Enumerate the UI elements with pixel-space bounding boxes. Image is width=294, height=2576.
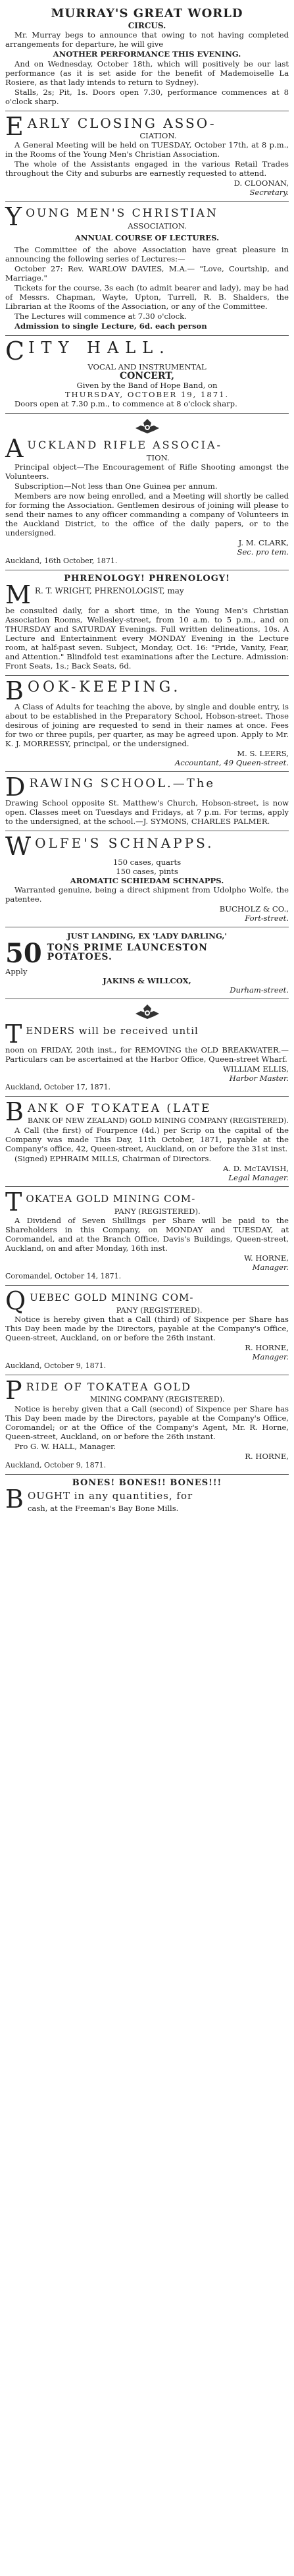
ad-para: The whole of the Assistants engaged in the various Retail Trades throughout the City and suburbs are earnestly requested to attend. bbox=[5, 159, 289, 178]
ad-potatoes bbox=[5, 927, 289, 999]
ad-tokatea-gold bbox=[5, 1187, 289, 1286]
ad-title: UEBEC GOLD MINING COM- bbox=[30, 1292, 194, 1303]
ad-early-closing bbox=[5, 111, 289, 202]
ad-para: Doors open at 7.30 p.m., to commence at 8 o'clock sharp. bbox=[14, 399, 237, 408]
ad-phrenology bbox=[5, 570, 289, 676]
potatoes-number: 50 bbox=[5, 938, 42, 969]
dateline: Coromandel, October 14, 1871. bbox=[5, 1272, 122, 1280]
signature: JAKINS & WILLCOX, bbox=[103, 976, 191, 985]
signature-role: Durham-street. bbox=[230, 985, 289, 995]
signature-role: Accountant, 49 Queen-street. bbox=[174, 758, 289, 767]
signature-role: Secretary. bbox=[249, 188, 289, 197]
ad-bank-of-tokatea bbox=[5, 1097, 289, 1187]
dateline: Auckland, October 9, 1871. bbox=[5, 1361, 107, 1370]
ad-title: OKATEA GOLD MINING COM- bbox=[26, 1193, 196, 1205]
ad-title: ARLY CLOSING ASSO- bbox=[27, 115, 216, 131]
ad-para: The Committee of the above Association have great pleasure in announcing the following series of Lectures:— bbox=[5, 245, 289, 263]
ad-title: ENDERS will be received until bbox=[26, 1025, 199, 1037]
ad-para: Notice is hereby given that a Call (third) of Sixpence per Share has This Day been made by the Directors, payable at the Company's Office, Queen-street, Auckland, on or before the 26th instant. bbox=[5, 1315, 289, 1342]
dropcap: A bbox=[5, 434, 24, 463]
dropcap: D bbox=[5, 773, 26, 802]
wolfe-line: AROMATIC SCHIEDAM SCHNAPPS. bbox=[70, 876, 224, 885]
signature-role: Legal Manager. bbox=[228, 1173, 289, 1182]
ad-title: RAWING SCHOOL.—The bbox=[29, 777, 215, 790]
crest-icon bbox=[132, 418, 162, 435]
ad-para: A Call (the first) of Fourpence (4d.) per Scrip on the capital of the Company was made This Day, 11th October, 1871, payable at the Company's office, 42, Queen-street, Auckland, on or before the 31st inst. bbox=[5, 1126, 289, 1153]
bones-head: BONES! BONES!! BONES!!! bbox=[72, 1478, 222, 1488]
ad-para: Warranted genuine, being a direct shipment from Udolpho Wolfe, the patentee. bbox=[5, 885, 289, 904]
ad-para: Principal object—The Encouragement of Rifle Shooting amongst the Volunteers. bbox=[5, 462, 289, 481]
ad-para: (Signed) EPHRAIM MILLS, Chairman of Directors. bbox=[14, 1154, 212, 1163]
dropcap: W bbox=[5, 832, 32, 861]
ad-title-cont: MINING COMPANY (REGISTERED). bbox=[90, 1395, 225, 1404]
ad-title: RIDE OF TOKATEA GOLD bbox=[26, 1381, 191, 1393]
ad-title: ITY HALL. bbox=[28, 339, 171, 357]
ad-title-cont: TION. bbox=[146, 453, 170, 462]
ad-para: A General Meeting will be held on TUESDAY, October 17th, at 8 p.m., in the Rooms of the Young Men's Christian Association. bbox=[5, 140, 289, 159]
ad-rifle-association bbox=[5, 414, 289, 570]
dropcap: B bbox=[5, 1485, 24, 1514]
circus-title: MURRAY'S GREAT WORLD bbox=[51, 7, 243, 20]
ad-para: Members are now being enrolled, and a Meeting will shortly be called for forming the Association. Gentlemen desirous of joining will please to send their names to any officer commanding a company of Volunteers in the Auckland District, to the office of the daily papers, or to the undersigned. bbox=[5, 491, 289, 537]
wolfe-line: 150 cases, pints bbox=[116, 867, 178, 876]
potatoes-apply: Apply bbox=[5, 967, 28, 976]
ad-bones bbox=[5, 1475, 289, 1517]
city-hall-line: THURSDAY, OCTOBER 19, 1871. bbox=[64, 390, 230, 399]
circus-subtitle: CIRCUS. bbox=[128, 21, 166, 30]
ad-title: ANK OF TOKATEA (LATE bbox=[27, 1102, 212, 1115]
ad-bookkeeping bbox=[5, 676, 289, 772]
ad-para: noon on FRIDAY, 20th inst., for REMOVING the OLD BREAKWATER.—Particulars can be ascertained at the Harbor Office, Queen-street Wharf. bbox=[5, 1045, 289, 1064]
dropcap: P bbox=[5, 1376, 22, 1405]
ad-para: The Lectures will commence at 7.30 o'clock. bbox=[14, 312, 187, 321]
ad-title-cont: PANY (REGISTERED). bbox=[114, 1207, 201, 1216]
ad-para: Pro G. W. HALL, Manager. bbox=[14, 1442, 116, 1451]
dropcap: C bbox=[5, 337, 25, 366]
ad-drawing-school bbox=[5, 772, 289, 831]
phrenology-head: PHRENOLOGY! PHRENOLOGY! bbox=[64, 574, 230, 584]
signature-role: Sec. pro tem. bbox=[237, 547, 289, 557]
ad-para: be consulted daily, for a short time, in the Young Men's Christian Association Rooms, Wellesley-street, from 10 a.m. to 5 p.m., and on THURSDAY and SATURDAY Evenings. Full written delineations, 10s. A Lecture and Entertainment every MONDAY Evening in the Lecture room, at half-past seven. Subject, Monday, Oct. 16: "Pride, Vanity, Fear, and Attention." Blindfold test examinations after the Lecture. Admission: Front Seats, 1s.; Back Seats, 6d. bbox=[5, 606, 289, 671]
ad-para: Subscription—Not less than One Guinea per annum. bbox=[14, 481, 218, 491]
signature: R. HORNE, bbox=[245, 1343, 289, 1352]
ad-title: OLFE'S SCHNAPPS. bbox=[35, 835, 214, 851]
ad-city-hall bbox=[5, 336, 289, 414]
crest-icon bbox=[132, 1003, 162, 1020]
potatoes-head: JUST LANDING, EX 'LADY DARLING,' bbox=[67, 931, 227, 941]
signature: A. D. McTAVISH, bbox=[223, 1164, 289, 1173]
ad-circus bbox=[5, 3, 289, 111]
signature: D. CLOONAN, bbox=[233, 178, 289, 188]
signature-role: Manager. bbox=[252, 1263, 289, 1272]
ad-title: OOK-KEEPING. bbox=[27, 679, 182, 696]
ad-para: Tickets for the course, 3s each (to admit bearer and lady), may be had of Messrs. Chapman, Wayte, Upton, Turrell, R. B. Shalders, the Librarian at the Rooms of the Association, or any of the Committee. bbox=[5, 283, 289, 311]
signature-role: Harbor Master. bbox=[229, 1074, 289, 1083]
dateline: Auckland, October 17, 1871. bbox=[5, 1083, 111, 1091]
ad-pride-of-tokatea bbox=[5, 1375, 289, 1475]
circus-para: Mr. Murray begs to announce that owing to not having completed arrangements for departure, he will give bbox=[5, 30, 289, 49]
ad-title-cont: BANK OF NEW ZEALAND) GOLD MINING COMPANY (REGISTERED). bbox=[27, 1116, 289, 1125]
ad-title: UCKLAND RIFLE ASSOCIA- bbox=[27, 439, 222, 451]
ad-para: October 27: Rev. WARLOW DAVIES, M.A.— "Love, Courtship, and Marriage." bbox=[5, 264, 289, 283]
dropcap: E bbox=[5, 112, 24, 141]
city-hall-line: Given by the Band of Hope Band, on bbox=[76, 381, 218, 390]
city-hall-line: CONCERT, bbox=[119, 371, 175, 381]
ymca-course: ANNUAL COURSE OF LECTURES. bbox=[74, 233, 220, 242]
ad-title-cont: CIATION. bbox=[139, 131, 177, 140]
dateline: Auckland, 16th October, 1871. bbox=[5, 557, 118, 565]
potatoes-line: POTATOES. bbox=[47, 952, 112, 962]
ad-ymca bbox=[5, 202, 289, 336]
ad-wolfe-schnapps bbox=[5, 831, 289, 927]
signature-role: Manager. bbox=[252, 1352, 289, 1361]
signature: WILLIAM ELLIS, bbox=[222, 1064, 289, 1074]
city-hall-line: VOCAL AND INSTRUMENTAL bbox=[87, 362, 207, 371]
ad-tenders bbox=[5, 999, 289, 1097]
ad-para: Notice is hereby given that a Call (second) of Sixpence per Share has This Day been made by the Directors, payable at the Company's Office, Coromandel; or at the Office of the Company's Agent, Mr. R. Horne, Queen-street, Auckland, on or before the 26th instant. bbox=[5, 1404, 289, 1441]
ad-para: Admission to single Lecture, 6d. each person bbox=[14, 321, 207, 331]
dropcap: T bbox=[5, 1020, 22, 1049]
signature: BUCHOLZ & CO., bbox=[219, 904, 289, 914]
circus-para: ANOTHER PERFORMANCE THIS EVENING. bbox=[53, 49, 241, 59]
signature: J. M. CLARK, bbox=[238, 538, 289, 547]
dropcap: B bbox=[5, 1097, 24, 1126]
dropcap: M bbox=[5, 580, 31, 609]
ad-title: OUGHT in any quantities, for bbox=[27, 1490, 193, 1502]
signature: M. S. LEERS, bbox=[237, 749, 289, 758]
dropcap: Y bbox=[5, 202, 22, 231]
ad-para: Drawing School opposite St. Matthew's Church, Hobson-street, is now open. Classes meet on Tuesdays and Fridays, at 7 p.m. For terms, apply to the undersigned, at the school.—J. SYMONS, CHARLES PALMER. bbox=[5, 798, 289, 826]
ad-title-cont: PANY (REGISTERED). bbox=[116, 1305, 203, 1315]
circus-para: Stalls, 2s; Pit, 1s. Doors open 7.30, performance commences at 8 o'clock sharp. bbox=[5, 88, 289, 106]
dropcap: T bbox=[5, 1188, 22, 1217]
signature: R. HORNE, bbox=[245, 1452, 289, 1461]
signature-role: Fort-street. bbox=[245, 914, 289, 923]
wolfe-line: 150 cases, quarts bbox=[112, 858, 182, 867]
potatoes-line: TONS PRIME LAUNCESTON bbox=[47, 943, 208, 953]
dropcap: B bbox=[5, 676, 24, 705]
ad-title-cont: cash, at the Freeman's Bay Bone Mills. bbox=[27, 1504, 179, 1513]
circus-para: And on Wednesday, October 18th, which will positively be our last performance (as it is set aside for the benefit of Mademoiselle La Rosiere, as that lady intends to return to Sydney). bbox=[5, 59, 289, 87]
ad-para: A Class of Adults for teaching the above, by single and double entry, is about to be established in the Preparatory School, Hobson-street. Those desirous of joining are requested to send in their names at once. Fees for two or three pupils, per quarter, as may be agreed upon. Apply to Mr. K. J. MORRESSY, principal, or the undersigned. bbox=[5, 702, 289, 748]
ad-quebec bbox=[5, 1286, 289, 1375]
signature: W. HORNE, bbox=[244, 1253, 289, 1263]
ad-title-cont: ASSOCIATION. bbox=[128, 221, 187, 231]
dateline: Auckland, October 9, 1871. bbox=[5, 1461, 107, 1469]
dropcap: Q bbox=[5, 1286, 26, 1315]
ad-para: A Dividend of Seven Shillings per Share will be paid to the Shareholders in this Company, on MONDAY and TUESDAY, at Coromandel, and at the Branch Office, Davis's Buildings, Queen-street, Auckland, on and after Monday, 16th inst. bbox=[5, 1216, 289, 1253]
ad-title: OUNG MEN'S CHRISTIAN bbox=[26, 207, 218, 220]
phrenology-lead: R. T. WRIGHT, PHRENOLOGIST, may bbox=[34, 586, 184, 595]
